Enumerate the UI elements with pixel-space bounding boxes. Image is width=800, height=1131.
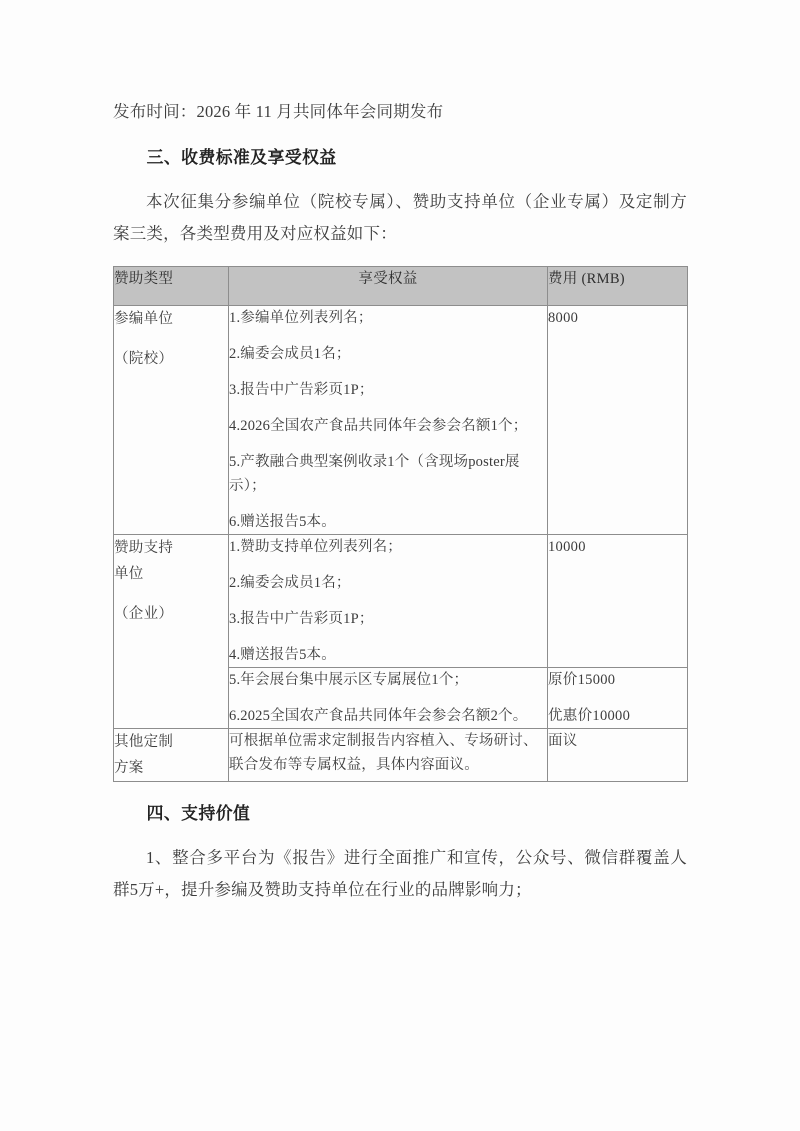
- cell-sponsor-type: [114, 729, 229, 782]
- table-header-row: [114, 267, 688, 306]
- cell-fee: [548, 535, 688, 668]
- benefit-item: 5.年会展台集中展示区专属展位1个；: [229, 672, 469, 688]
- spacer: [113, 128, 687, 142]
- fee-original-price: 原价15000: [548, 672, 616, 688]
- spacer: [113, 250, 687, 266]
- benefit-item: 6.2025全国农产食品共同体年会参会名额2个。: [229, 708, 528, 724]
- spacer: [113, 830, 687, 842]
- cell-fee-additional: [548, 668, 688, 729]
- cell-benefits-additional: [229, 668, 548, 729]
- benefit-item: 2.编委会成员1名；: [229, 346, 351, 362]
- type-label-line-2: 单位: [114, 566, 144, 582]
- benefit-item: 3.报告中广告彩页1P；: [229, 611, 374, 627]
- header-benefits: 享受权益: [229, 267, 548, 306]
- section-3-heading: 三、收费标准及享受权益: [146, 148, 337, 167]
- benefit-item: 5.产教融合典型案例收录1个（含现场poster展示）；: [229, 454, 520, 494]
- header-fee: 费用 (RMB): [548, 267, 688, 306]
- cell-benefits: [229, 535, 548, 668]
- type-label-line-2: （院校）: [114, 351, 174, 367]
- fee-value: 8000: [548, 310, 579, 326]
- benefit-item: 6.赠送报告5本。: [229, 514, 336, 530]
- cell-fee: [548, 729, 688, 782]
- cell-benefits: [229, 729, 548, 782]
- type-label-line-1: 赞助支持: [114, 540, 174, 556]
- header-sponsor-type: 赞助类型: [114, 267, 229, 306]
- type-label-line-1: 其他定制: [114, 734, 174, 750]
- cell-sponsor-type: [114, 306, 229, 535]
- benefit-item: 3.报告中广告彩页1P；: [229, 382, 374, 398]
- table-row: [114, 535, 688, 668]
- section-4-heading: 四、支持价值: [146, 804, 251, 823]
- fee-value: 10000: [548, 539, 586, 555]
- benefit-item: 4.赠送报告5本。: [229, 647, 336, 663]
- benefit-item: 4.2026全国农产食品共同体年会参会名额1个；: [229, 418, 528, 434]
- benefit-item: 1.参编单位列表列名；: [229, 310, 373, 326]
- table-row: [114, 306, 688, 535]
- type-label-line-2: 方案: [114, 760, 144, 776]
- publish-date-line: 发布时间：2026 年 11 月共同体年会同期发布: [113, 102, 444, 121]
- document-content: [113, 96, 687, 906]
- spacer: [113, 782, 687, 798]
- section-3-intro: 本次征集分参编单位（院校专属）、赞助支持单位（企业专属）及定制方案三类，各类型费用及对应权益如下：: [113, 192, 687, 243]
- cell-benefits: [229, 306, 548, 535]
- type-label-line-1: 参编单位: [114, 311, 174, 327]
- table-row: [114, 729, 688, 782]
- benefit-item: 2.编委会成员1名；: [229, 575, 351, 591]
- benefit-item: 可根据单位需求定制报告内容植入、专场研讨、联合发布等专属权益，具体内容面议。: [229, 733, 538, 773]
- spacer: [113, 174, 687, 186]
- cell-fee: [548, 306, 688, 535]
- fee-and-benefits-table: [113, 266, 688, 782]
- section-4-item-1: 1、整合多平台为《报告》进行全面推广和宣传，公众号、微信群覆盖人群5万+，提升参编及赞助支持单位在行业的品牌影响力；: [113, 848, 687, 899]
- cell-sponsor-type: [114, 535, 229, 729]
- fee-discount-price: 优惠价10000: [548, 708, 631, 724]
- type-label-line-3: （企业）: [114, 606, 174, 622]
- fee-value: 面议: [548, 733, 578, 749]
- benefit-item: 1.赞助支持单位列表列名；: [229, 539, 402, 555]
